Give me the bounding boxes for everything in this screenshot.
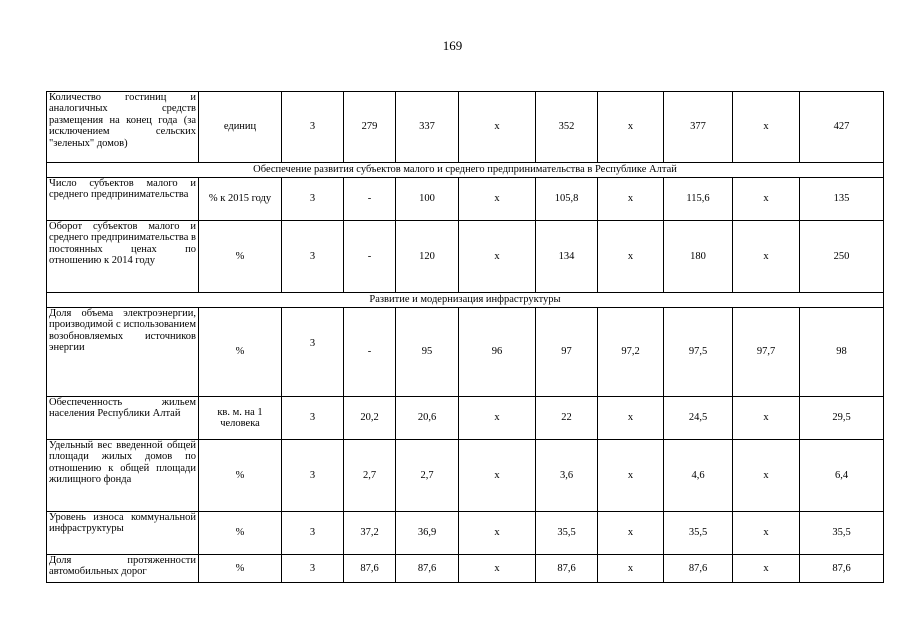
table-cell: 180 bbox=[664, 221, 733, 293]
table-row bbox=[47, 221, 884, 293]
table-cell: х bbox=[733, 92, 800, 163]
table-cell: х bbox=[598, 221, 664, 293]
table-cell: 250 bbox=[800, 221, 884, 293]
page-number: 169 bbox=[442, 38, 463, 53]
table-cell: - bbox=[344, 308, 396, 397]
indicator-unit: кв. м. на 1 человека bbox=[199, 397, 282, 440]
table-cell: х bbox=[598, 555, 664, 583]
table-row bbox=[47, 397, 884, 440]
table-cell: х bbox=[459, 555, 536, 583]
table-cell: х bbox=[733, 397, 800, 440]
indicator-name: Обеспеченность жильем населения Республики Алтай bbox=[47, 397, 199, 440]
table-cell: 20,6 bbox=[396, 397, 459, 440]
table-cell: 3 bbox=[282, 92, 344, 163]
table-row bbox=[47, 308, 884, 397]
table-cell: х bbox=[733, 555, 800, 583]
table-cell: 96 bbox=[459, 308, 536, 397]
table-cell: 6,4 bbox=[800, 440, 884, 512]
table-row bbox=[47, 440, 884, 512]
table-cell: х bbox=[733, 221, 800, 293]
table-row bbox=[47, 92, 884, 163]
indicator-unit: единиц bbox=[199, 92, 282, 163]
table-cell: 3 bbox=[282, 440, 344, 512]
table-cell: х bbox=[733, 440, 800, 512]
indicator-unit: % bbox=[199, 555, 282, 583]
table-cell: х bbox=[733, 512, 800, 555]
table-cell: 97,7 bbox=[733, 308, 800, 397]
section-row bbox=[47, 163, 884, 178]
table-row bbox=[47, 512, 884, 555]
table-cell: 2,7 bbox=[396, 440, 459, 512]
indicator-name: Удельный вес введенной общей площади жилых домов по отношению к общей площади жилищного фонда bbox=[47, 440, 199, 512]
table-cell: х bbox=[598, 178, 664, 221]
section-title: Развитие и модернизация инфраструктуры bbox=[47, 293, 884, 308]
table-cell: 87,6 bbox=[664, 555, 733, 583]
table-cell: 3 bbox=[282, 512, 344, 555]
table-cell: 120 bbox=[396, 221, 459, 293]
table-cell: 36,9 bbox=[396, 512, 459, 555]
table-cell: - bbox=[344, 221, 396, 293]
indicator-name: Число субъектов малого и среднего предпринимательства bbox=[47, 178, 199, 221]
table-cell: 87,6 bbox=[536, 555, 598, 583]
indicator-unit: % bbox=[199, 512, 282, 555]
indicator-unit: % bbox=[199, 308, 282, 397]
table-cell: х bbox=[459, 440, 536, 512]
table-cell: 427 bbox=[800, 92, 884, 163]
table-cell: 87,6 bbox=[396, 555, 459, 583]
indicator-name: Оборот субъектов малого и среднего предпринимательства в постоянных ценах по отношению к 2014 году bbox=[47, 221, 199, 293]
table-cell: 105,8 bbox=[536, 178, 598, 221]
table-cell: х bbox=[598, 397, 664, 440]
table-cell: 3 bbox=[282, 178, 344, 221]
table-cell: 115,6 bbox=[664, 178, 733, 221]
table-cell: х bbox=[459, 221, 536, 293]
table-cell: 97,2 bbox=[598, 308, 664, 397]
table-cell: х bbox=[459, 178, 536, 221]
indicator-unit: % bbox=[199, 440, 282, 512]
table-cell: 3 bbox=[282, 397, 344, 440]
table-cell: 100 bbox=[396, 178, 459, 221]
section-row bbox=[47, 293, 884, 308]
table-cell: 3 bbox=[282, 308, 344, 397]
indicator-name: Доля протяженности автомобильных дорог bbox=[47, 555, 199, 583]
indicator-unit: % bbox=[199, 221, 282, 293]
section-title: Обеспечение развития субъектов малого и среднего предпринимательства в Республике Алтай bbox=[47, 163, 884, 178]
table-row bbox=[47, 178, 884, 221]
indicators-table bbox=[46, 91, 884, 583]
table-cell: 87,6 bbox=[800, 555, 884, 583]
indicator-name: Уровень износа коммунальной инфраструктуры bbox=[47, 512, 199, 555]
table-cell: 87,6 bbox=[344, 555, 396, 583]
table-cell: 377 bbox=[664, 92, 733, 163]
table-row bbox=[47, 555, 884, 583]
table-cell: 3 bbox=[282, 555, 344, 583]
table-cell: х bbox=[733, 178, 800, 221]
indicator-name: Количество гостиниц и аналогичных средств размещения на конец года (за исключением сельских "зеленых" домов) bbox=[47, 92, 199, 163]
table-cell: 97 bbox=[536, 308, 598, 397]
table-cell: 279 bbox=[344, 92, 396, 163]
table-cell: 2,7 bbox=[344, 440, 396, 512]
indicator-name: Доля объема электроэнергии, производимой с использованием возобновляемых источников энергии bbox=[47, 308, 199, 397]
table-cell: 3,6 bbox=[536, 440, 598, 512]
table-cell: 35,5 bbox=[800, 512, 884, 555]
table-cell: 4,6 bbox=[664, 440, 733, 512]
table-cell: 24,5 bbox=[664, 397, 733, 440]
table-cell: 29,5 bbox=[800, 397, 884, 440]
table-cell: - bbox=[344, 178, 396, 221]
table-cell: х bbox=[598, 92, 664, 163]
table-cell: 35,5 bbox=[664, 512, 733, 555]
table-cell: х bbox=[459, 92, 536, 163]
table-cell: 95 bbox=[396, 308, 459, 397]
table-cell: 97,5 bbox=[664, 308, 733, 397]
table-cell: 98 bbox=[800, 308, 884, 397]
table-cell: х bbox=[459, 512, 536, 555]
table-cell: 22 bbox=[536, 397, 598, 440]
table-cell: 135 bbox=[800, 178, 884, 221]
table-cell: 37,2 bbox=[344, 512, 396, 555]
table-cell: х bbox=[459, 397, 536, 440]
table-cell: 134 bbox=[536, 221, 598, 293]
table-cell: 3 bbox=[282, 221, 344, 293]
table-cell: 352 bbox=[536, 92, 598, 163]
table-cell: х bbox=[598, 512, 664, 555]
table-cell: 35,5 bbox=[536, 512, 598, 555]
table-cell: х bbox=[598, 440, 664, 512]
indicator-unit: % к 2015 году bbox=[199, 178, 282, 221]
table-cell: 337 bbox=[396, 92, 459, 163]
table-cell: 20,2 bbox=[344, 397, 396, 440]
